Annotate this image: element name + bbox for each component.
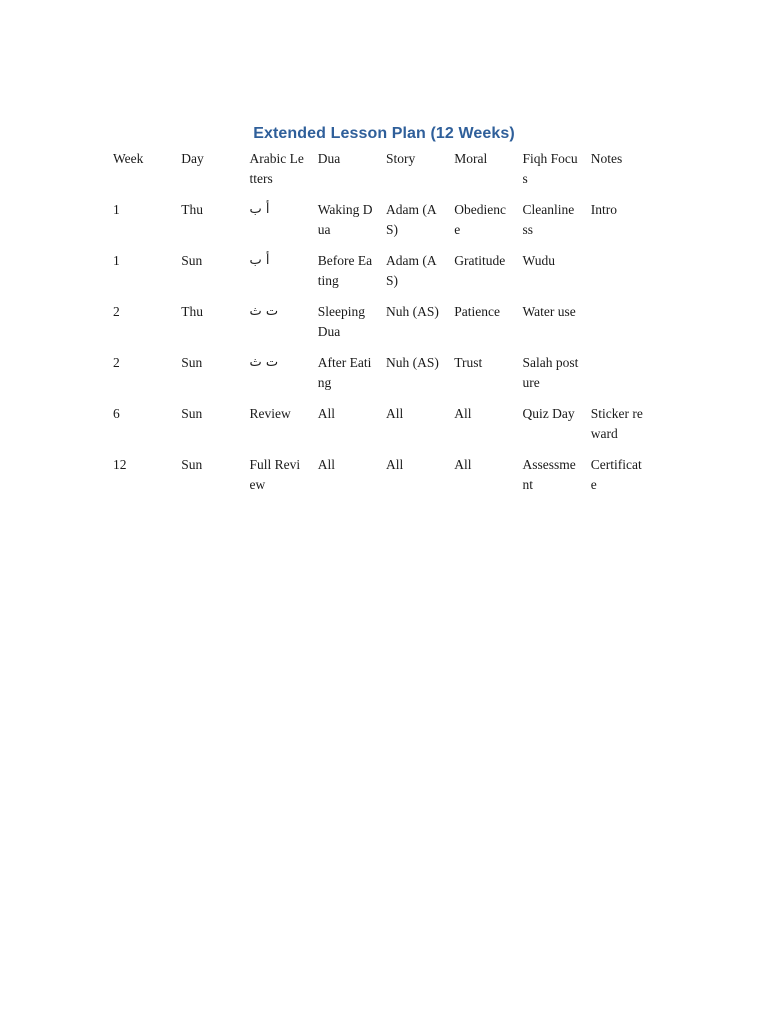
cell-day: Sun (181, 457, 203, 472)
cell-arabic-letters: ت ث (249, 355, 279, 370)
cell-story: All (386, 406, 404, 421)
cell-fiqh-focus: Water use (522, 304, 576, 319)
cell-story: Nuh (AS) (386, 355, 439, 370)
cell-dua: All (317, 457, 336, 472)
cell-notes (585, 251, 653, 302)
lesson-plan-table (107, 149, 653, 506)
table-row (107, 200, 653, 251)
cell-moral: Patience (454, 304, 500, 319)
cell-fiqh-focus: Salah posture (522, 355, 579, 390)
table-header-row (107, 149, 653, 200)
cell-day: Sun (181, 355, 203, 370)
header-moral: Moral (454, 151, 488, 166)
page-title: Extended Lesson Plan (12 Weeks) (253, 125, 515, 142)
cell-day: Sun (181, 406, 203, 421)
cell-moral: All (454, 406, 472, 421)
table-row (107, 353, 653, 404)
header-story: Story (386, 151, 416, 166)
cell-dua: All (317, 406, 336, 421)
cell-notes (585, 302, 653, 353)
cell-day: Thu (181, 304, 203, 319)
cell-arabic-letters: أ ب (249, 202, 270, 217)
cell-arabic-letters: أ ب (249, 253, 270, 268)
cell-notes: Intro (590, 202, 617, 217)
cell-story: Nuh (AS) (386, 304, 439, 319)
cell-week: 12 (113, 457, 127, 472)
cell-fiqh-focus: Assessment (522, 457, 576, 492)
cell-dua: Sleeping Dua (317, 304, 365, 339)
cell-notes (585, 353, 653, 404)
cell-dua: After Eating (317, 355, 372, 390)
cell-fiqh-focus: Quiz Day (522, 406, 575, 421)
cell-week: 1 (113, 202, 120, 217)
cell-fiqh-focus: Wudu (522, 253, 555, 268)
cell-week: 2 (113, 304, 120, 319)
cell-notes: Sticker reward (590, 406, 643, 441)
cell-arabic-letters: Review (249, 406, 291, 421)
cell-moral: All (454, 457, 472, 472)
table-row (107, 251, 653, 302)
cell-week: 6 (113, 406, 120, 421)
header-dua: Dua (317, 151, 341, 166)
cell-week: 2 (113, 355, 120, 370)
header-fiqh-focus: Fiqh Focus (522, 151, 578, 186)
header-day: Day (181, 151, 204, 166)
table-row (107, 302, 653, 353)
cell-moral: Gratitude (454, 253, 506, 268)
cell-moral: Trust (454, 355, 483, 370)
cell-day: Thu (181, 202, 203, 217)
cell-arabic-letters: Full Review (249, 457, 301, 492)
cell-notes: Certificate (590, 457, 642, 492)
header-arabic-letters: Arabic Letters (249, 151, 304, 186)
header-week: Week (113, 151, 144, 166)
cell-story: Adam (AS) (386, 253, 437, 288)
table-row (107, 455, 653, 506)
cell-moral: Obedience (454, 202, 506, 237)
cell-dua: Before Eating (317, 253, 373, 288)
cell-week: 1 (113, 253, 120, 268)
cell-arabic-letters: ت ث (249, 304, 279, 319)
cell-day: Sun (181, 253, 203, 268)
cell-story: All (386, 457, 404, 472)
cell-story: Adam (AS) (386, 202, 437, 237)
header-notes: Notes (590, 151, 623, 166)
table-row (107, 404, 653, 455)
cell-fiqh-focus: Cleanliness (522, 202, 575, 237)
cell-dua: Waking Dua (317, 202, 373, 237)
